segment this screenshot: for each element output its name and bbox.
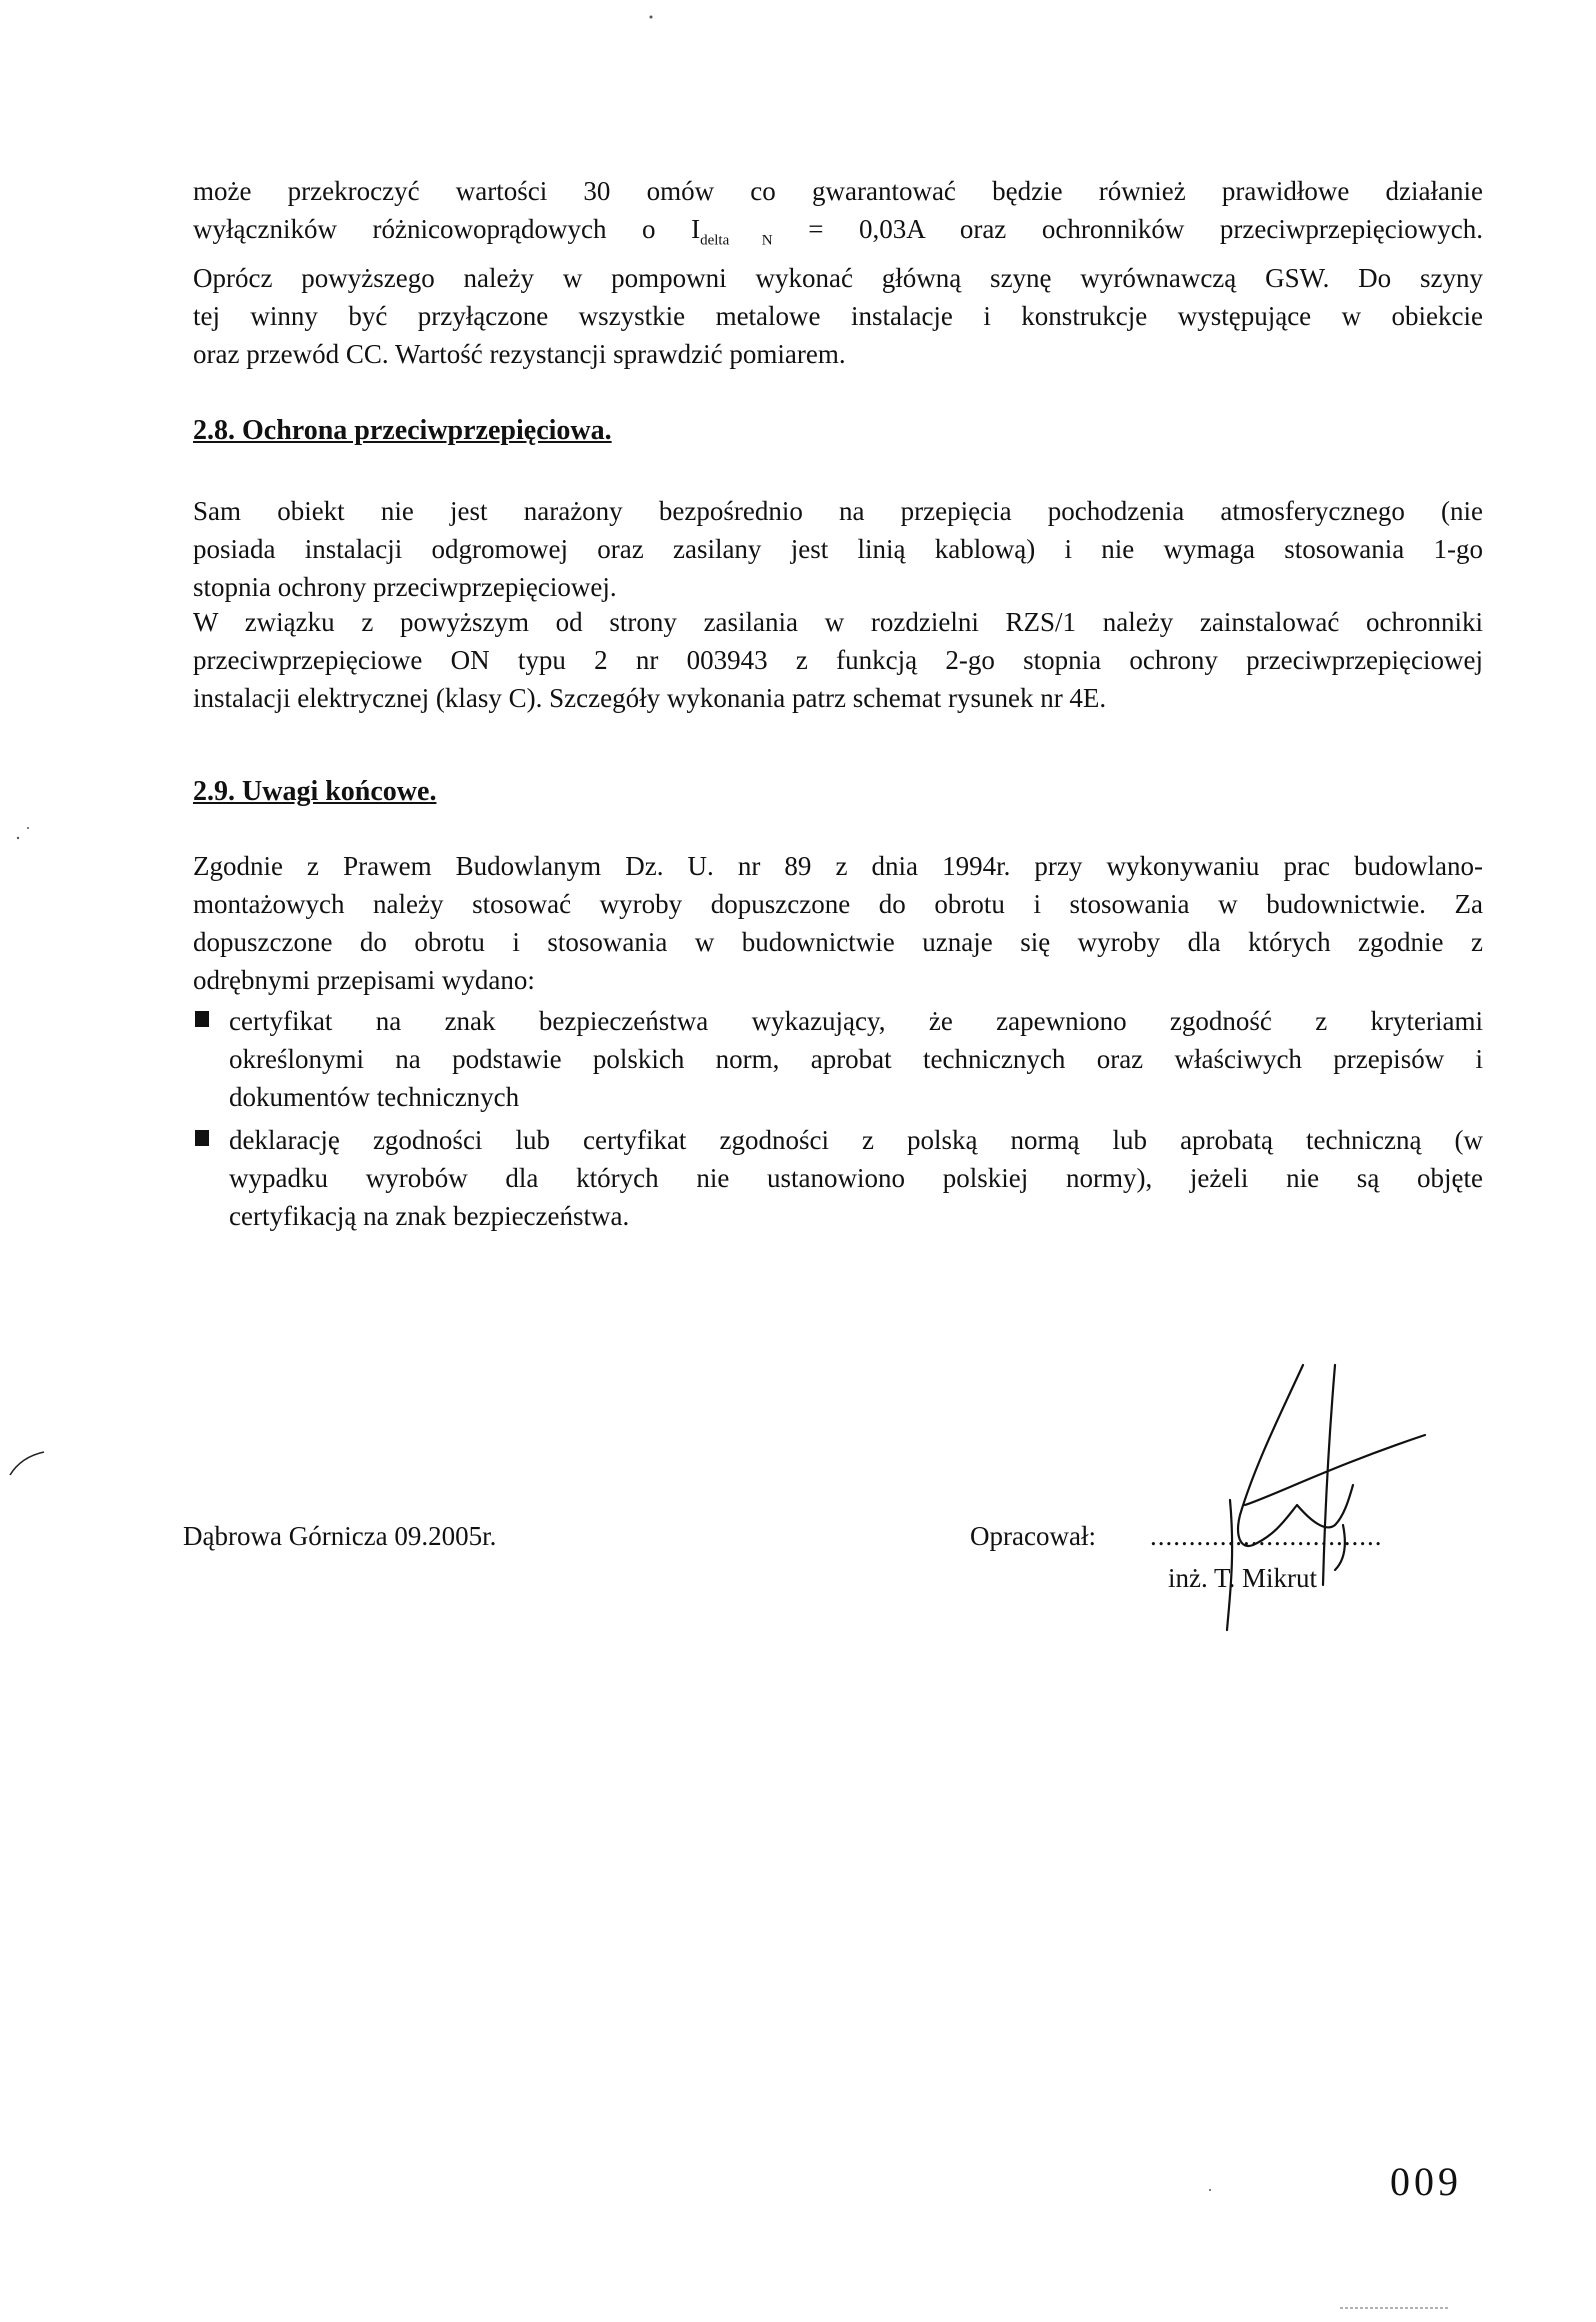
subscript-delta-n: delta N [700,232,773,249]
place-and-date: Dąbrowa Górnicza 09.2005r. [183,1521,497,1551]
text-line: może przekroczyć wartości 30 omów co gwarantować będzie również prawidłowe działanie [193,176,1483,206]
text-line: instalacji elektrycznej (klasy C). Szczegóły wykonania patrz schemat rysunek nr 4E. [193,683,1107,713]
section-2-9-paragraph [193,847,1483,999]
author-name: inż. T. Mikrut [1168,1563,1317,1593]
list-item [193,1002,1483,1116]
prepared-by-label: Opracował: [970,1521,1096,1551]
text-line: stopnia ochrony przeciwprzepięciowej. [193,572,617,602]
text-line: określonymi na podstawie polskich norm, aprobat technicznych oraz właściwych przepisów i [229,1044,1483,1074]
text-line: tej winny być przyłączone wszystkie metalowe instalacje i konstrukcje występujące w obiekcie [193,301,1483,332]
requirements-list [193,1002,1483,1235]
text-line: montażowych należy stosować wyroby dopuszczone do obrotu i stosowania w budownictwie. Za [193,889,1483,919]
list-item [193,1121,1483,1235]
page-number: 009 [1390,2159,1462,2204]
handwritten-signature [1185,1355,1445,1635]
section-2-8-paragraph-2 [193,603,1483,717]
text-line [193,210,1483,259]
text-line: przeciwprzepięciowe ON typu 2 nr 003943 z funkcją 2-go stopnia ochrony przeciwprzepięciowej [193,645,1483,675]
text-line: deklarację zgodności lub certyfikat zgodności z polską normą lub aprobatą techniczną (w [229,1125,1483,1155]
section-heading-2-9: 2.9. Uwagi końcowe. [193,776,437,807]
text-line: dokumentów technicznych [229,1082,520,1112]
text-line: posiada instalacji odgromowej oraz zasilany jest linią kablową) i nie wymaga stosowania 1-go [193,534,1483,564]
text-line: Sam obiekt nie jest narażony bezpośrednio na przepięcia pochodzenia atmosferycznego (nie [193,496,1483,526]
text-line: oraz przewód CC. Wartość rezystancji sprawdzić pomiarem. [193,339,846,370]
text-line: odrębnymi przepisami wydano: [193,965,535,995]
text-line: Oprócz powyższego należy w pompowni wykonać główną szynę wyrównawczą GSW. Do szyny [193,263,1483,294]
text-line: W związku z powyższym od strony zasilania w rozdzielni RZS/1 należy zainstalować ochronniki [193,607,1483,637]
signature-line: .............................. [1150,1521,1383,1551]
text-line: certyfikat na znak bezpieczeństwa wykazujący, że zapewniono zgodność z kryteriami [229,1006,1483,1036]
text-line: dopuszczone do obrotu i stosowania w budownictwie uznaje się wyroby dla których zgodnie z [193,927,1483,957]
text-line: Zgodnie z Prawem Budowlanym Dz. U. nr 89 z dnia 1994r. przy wykonywaniu prac budowlano- [193,851,1483,881]
text-line: certyfikacją na znak bezpieczeństwa. [229,1201,630,1231]
square-bullet-icon [195,1130,209,1146]
text-fragment: = 0,03A oraz ochronników przeciwprzepięciowych. [772,214,1484,244]
section-heading-2-8: 2.8. Ochrona przeciwprzepięciowa. [193,415,612,446]
square-bullet-icon [195,1011,209,1027]
text-fragment: wyłączników różnicowoprądowych o I [193,214,701,244]
text-line: wypadku wyrobów dla których nie ustanowiono polskiej normy), jeżeli nie są objęte [229,1163,1483,1193]
section-2-8-paragraph-1 [193,492,1483,606]
intro-paragraph [193,172,1483,373]
